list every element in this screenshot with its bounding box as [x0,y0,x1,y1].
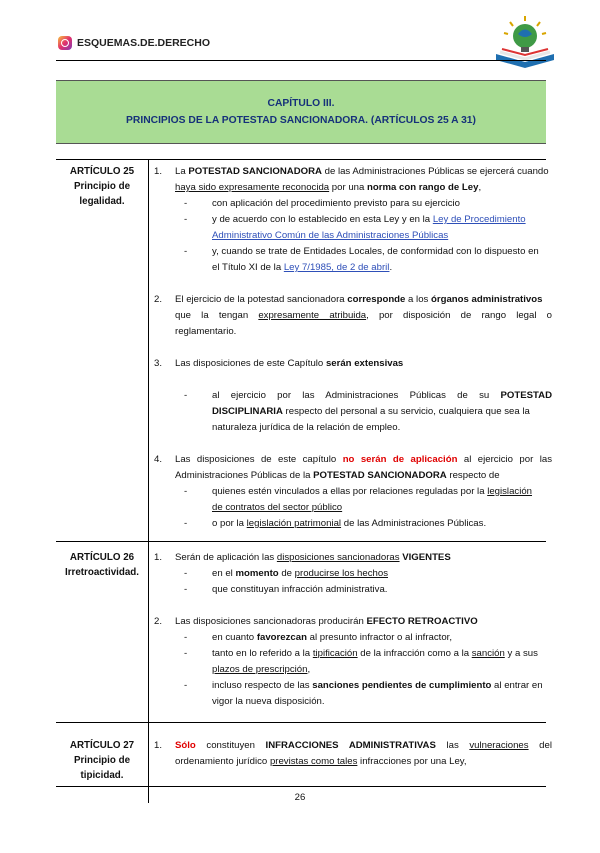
article-27-heading: ARTÍCULO 27 Principio de tipicidad. [69,740,135,781]
bullet-text: en cuanto favorezcan al presunto infractor o al infractor, [212,632,452,643]
chapter-title: CAPÍTULO III. [267,98,335,109]
paragraph-line: La POTESTAD SANCIONADORA de las Administraciones Públicas se ejercerá cuando [175,166,549,177]
item-number: 4. [154,454,163,465]
item-number: 1. [154,552,163,563]
brand-name: ESQUEMAS.DE.DERECHO [77,37,211,49]
brand-header [58,36,210,50]
item-number: 2. [154,294,163,305]
paragraph-line: reglamentario. [175,326,237,337]
bullet-text [212,228,448,244]
law-link[interactable]: Ley 7/1985, de 2 de abril [283,262,390,273]
bullet-text: incluso respecto de las sanciones pendientes de cumplimiento al entrar en [212,680,543,691]
chapter-banner [56,80,546,144]
bullet-text: con aplicación del procedimiento previsto para su ejercicio [212,198,460,209]
paragraph-line: Las disposiciones de este capítulo no serán de aplicación al ejercicio por las [175,454,553,465]
row-divider-26 [56,541,546,542]
bullet-text: al ejercicio por las Administraciones Públicas de su POTESTAD [212,390,552,401]
row-divider-25 [56,159,546,160]
paragraph-line: El ejercicio de la potestad sancionadora corresponde a los órganos administrativos [175,294,543,305]
footer-rule [56,786,546,787]
bullet-text: DISCIPLINARIA respecto del personal a su servicio, cualquiera que sea la [212,406,530,417]
article-25-heading: ARTÍCULO 25 Principio de legalidad. [69,166,135,207]
paragraph-line: Las disposiciones sancionadoras producirán EFECTO RETROACTIVO [175,616,478,627]
item-number: 1. [154,740,163,751]
bullet-text: plazos de prescripción, [212,664,311,675]
bullet-text: y, cuando se trate de Entidades Locales, de conformidad con lo dispuesto en [212,246,539,257]
bullet-text: de contratos del sector público [212,502,343,513]
paragraph-line: ordenamiento jurídico previstas como tales infracciones por una Ley, [175,756,467,767]
bullet-text: en el momento de producirse los hechos [212,568,388,579]
paragraph-line: que la tengan expresamente atribuida, por disposición de rango legal o [175,310,552,321]
paragraph-line: Administraciones Públicas de la POTESTAD SANCIONADORA respecto de [175,470,500,481]
bullet-text: que constituyan infracción administrativa. [212,584,388,595]
paragraph-line: haya sido expresamente reconocida por una norma con rango de Ley, [175,182,482,193]
bullet-text: o por la legislación patrimonial de las Administraciones Públicas. [212,518,487,529]
bullet-text: vigor la nueva disposición. [212,696,325,707]
header-rule [56,60,546,61]
item-number: 2. [154,616,163,627]
item-number: 1. [154,166,163,177]
paragraph-line: Las disposiciones de este Capítulo serán extensivas [175,358,404,369]
bullet-text: el Título XI de la Ley 7/1985, de 2 de abril. [212,262,393,273]
page-number: 26 [294,792,306,803]
bullet-text: quienes estén vinculados a ellas por relaciones reguladas por la legislación [212,486,533,497]
paragraph-line: Serán de aplicación las disposiciones sancionadoras VIGENTES [175,552,451,563]
row-divider-27 [56,722,546,723]
law-link[interactable]: Administrativo Común de las Administraciones Públicas [212,230,449,241]
article-26-heading: ARTÍCULO 26 Irretroactividad. [64,552,140,578]
column-divider [148,160,149,803]
bullet-text: naturaleza jurídica de la relación de empleo. [212,422,401,433]
bullet-text: tanto en lo referido a la tipificación de la infracción como a la sanción y a sus [212,648,538,659]
chapter-subtitle: PRINCIPIOS DE LA POTESTAD SANCIONADORA. (ARTÍCULOS 25 A 31) [126,115,476,126]
bullet-text: y de acuerdo con lo establecido en esta Ley y en la Ley de Procedimiento [212,214,526,225]
paragraph-line: Sólo constituyen INFRACCIONES ADMINISTRATIVAS las vulneraciones del [175,740,552,751]
item-number: 3. [154,358,163,369]
law-link[interactable]: Ley de Procedimiento [432,214,526,225]
book-lightbulb-logo-icon [494,16,556,70]
instagram-icon [58,36,72,50]
